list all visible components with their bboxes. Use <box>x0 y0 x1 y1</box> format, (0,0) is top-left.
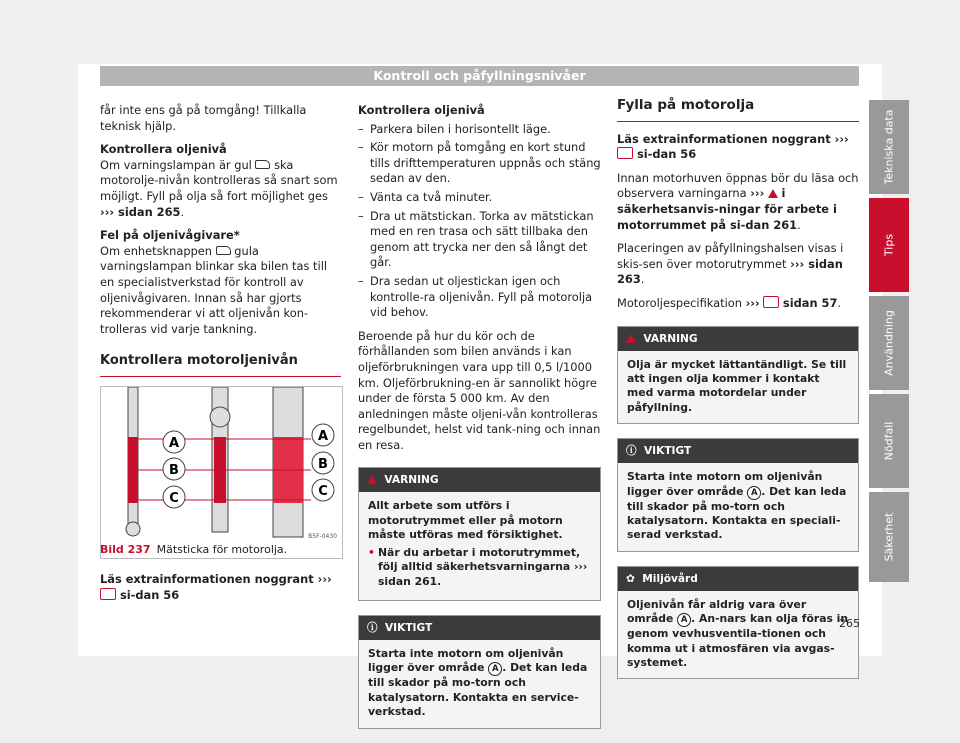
list-item: – Kör motorn på tomgång en kort stund tills drifttemperaturen uppnås och stäng sedan av den. <box>358 140 601 187</box>
page-link[interactable]: ››› <box>834 131 849 146</box>
page-header: Kontroll och påfyllningsnivåer <box>100 66 859 86</box>
environment-header: ✿ Miljövård <box>618 567 858 591</box>
label-a: A <box>488 662 502 676</box>
note-header: ⓘ VIKTIGT <box>359 616 600 640</box>
book-icon <box>763 296 779 308</box>
book-icon <box>617 147 633 159</box>
warning-header: VARNING <box>359 468 600 492</box>
tab-tips[interactable]: Tips <box>869 198 909 292</box>
section-title: Kontrollera motoroljenivån <box>100 353 341 377</box>
column-2 <box>358 103 601 743</box>
label-a: A <box>168 436 180 451</box>
dipstick-illustration <box>101 387 342 542</box>
label-a: A <box>317 429 329 444</box>
figure-code: B5F-0430 <box>308 533 337 540</box>
page-link[interactable]: ››› sidan 265 <box>100 204 181 219</box>
sensor-paragraph: Om enhetsknappen gula varningslampan blinkar ska bilen tas till en specialistverkstad för kontroll av oljenivågivaren. Innan så har gjorts rekommenderar vi att oljenivån kon-trolleras vid varje tankning. <box>100 243 328 336</box>
label-c: C <box>169 491 179 506</box>
warning-box: VARNING Allt arbete som utförs i motorutrymmet eller på motorn måste utföras med försiktighet. • När du arbetar i motorutrymmet, följ alltid säkerhetsvarningarna ››› sidan 261. <box>358 467 601 600</box>
filler-paragraph: Placeringen av påfyllningshalsen visas i skis-sen över motorutrymmet ››› sidan 263. <box>617 241 844 287</box>
warning-icon <box>768 189 778 198</box>
book-icon <box>100 588 116 600</box>
list-item: – Parkera bilen i horisontellt läge. <box>358 122 601 138</box>
list-item: – Dra sedan ut oljestickan igen och kontrolle-ra oljenivån. Fyll på motorolja vid behov. <box>358 274 601 321</box>
warning-icon <box>367 475 377 484</box>
tab-anvandning[interactable]: Användning <box>869 296 909 390</box>
page-number: 265 <box>839 617 860 630</box>
oil-warning-icon <box>216 246 231 255</box>
heading-sensor: Fel på oljenivågivare* <box>100 228 240 243</box>
page-link[interactable]: ››› <box>750 186 765 201</box>
page-link[interactable]: ››› sidan 263 <box>617 256 843 287</box>
label-c: C <box>318 484 328 499</box>
intro-text: får inte ens gå på tomgång! Tillkalla teknisk hjälp. <box>100 103 307 133</box>
heading-check-oil: Kontrollera oljenivå <box>100 142 227 157</box>
note-header: ⓘ VIKTIGT <box>618 439 858 463</box>
steps-list <box>358 122 601 321</box>
warning-header: VARNING <box>618 327 858 351</box>
label-a: A <box>677 613 691 627</box>
list-item: – Dra ut mätstickan. Torka av mätstickan med en ren trasa och sätt tillbaka den genom att trycka ner den så långt det går. <box>358 209 601 271</box>
warning-box: VARNING Olja är mycket lättantändligt. Se till att ingen olja kommer i kontakt med varma motordelar under påfyllning. <box>617 326 859 425</box>
tab-nodfall[interactable]: Nödfall <box>869 394 909 488</box>
heading-check-oil: Kontrollera oljenivå <box>358 103 485 117</box>
figure-caption: Bild 237 Mätsticka för motorolja. <box>100 543 288 556</box>
label-b: B <box>169 463 179 478</box>
label-b: B <box>318 457 328 472</box>
list-item: – Vänta ca två minuter. <box>358 190 601 206</box>
label-a: A <box>747 486 761 500</box>
page-link[interactable]: ››› <box>317 572 332 586</box>
note-box: ⓘ VIKTIGT Starta inte motorn om oljenivån ligger över område A . Det kan leda till skador på mo-torn och katalysatorn. Kontakta en speciali-serad verkstad. <box>617 438 859 552</box>
oil-warning-icon <box>255 160 270 169</box>
hood-paragraph: Innan motorhuven öppnas bör du läsa och observera varningarna ››› i säkerhetsanvis-ningar för arbete i motorrummet på si-dan 261. <box>617 170 859 232</box>
spec-paragraph: Motoroljespecifikation ››› sidan 57. <box>617 295 841 310</box>
environment-box: ✿ Miljövård Oljenivån får aldrig vara över område A . An-nars kan olja föras in genom vevhusventila-tionen och komma ut i atmosfären via avgas-systemet. <box>617 566 859 680</box>
oil-warning-paragraph: Om varningslampan är gul ska motorolje-nivån kontrolleras så snart som möjligt. Fyll på olja så fort möjlighet ges ››› sidan 265. <box>100 157 338 219</box>
tab-tekniska-data[interactable]: Tekniska data <box>869 100 909 194</box>
tab-sakerhet[interactable]: Säkerhet <box>869 492 909 582</box>
dipstick-figure <box>100 386 343 559</box>
section-title: Fylla på motorolja <box>617 98 859 122</box>
note-box: ⓘ VIKTIGT Starta inte motorn om oljenivån ligger över område A . Det kan leda till skador på mo-torn och katalysatorn. Kontakta en service-verkstad. <box>358 615 601 729</box>
page-link[interactable]: ››› <box>745 295 760 310</box>
info-reference: Läs extrainformationen noggrant ››› si-dan 56 <box>100 572 332 602</box>
column-3 <box>617 98 859 693</box>
info-reference: Läs extrainformationen noggrant ››› si-dan 56 <box>617 131 849 162</box>
warning-icon <box>626 334 636 343</box>
column-1 <box>100 103 341 387</box>
consumption-paragraph: Beroende på hur du kör och de förhållanden som bilen används i kan oljeförbrukningen vara upp till 0,5 l/1000 km. Oljeförbrukning-en är sannolikt högre under de första 5 000 km. Av den anledningen måste oljeni-vån kontrolleras regelbundet, helst vid tank-ning och innan en resa. <box>358 328 601 452</box>
page-link[interactable]: ››› sidan 261 <box>378 560 588 588</box>
